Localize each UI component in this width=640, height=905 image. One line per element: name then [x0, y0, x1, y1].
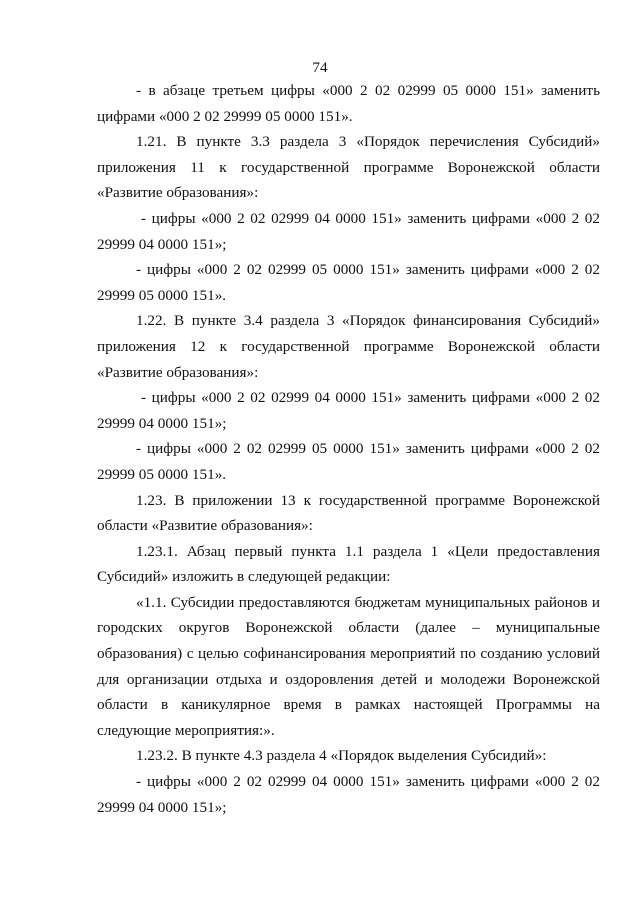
document-body — [97, 78, 600, 820]
paragraph: - цифры «000 2 02 02999 05 0000 151» заменить цифрами «000 2 02 29999 05 0000 151». — [97, 440, 600, 483]
paragraph: 1.23.1. Абзац первый пункта 1.1 раздела 1 «Цели предоставления Субсидий» изложить в следующей редакции: — [97, 542, 600, 586]
paragraph: 1.22. В пункте 3.4 раздела 3 «Порядок финансирования Субсидий» приложения 12 к государственной программе Воронежской области «Развитие образования»: — [97, 312, 600, 381]
paragraph: - цифры «000 2 02 02999 04 0000 151» заменить цифрами «000 2 02 29999 04 0000 151»; — [97, 773, 600, 816]
paragraph: - цифры «000 2 02 02999 04 0000 151» заменить цифрами «000 2 02 29999 04 0000 151»; — [97, 389, 600, 432]
paragraph: 1.23.2. В пункте 4.3 раздела 4 «Порядок выделения Субсидий»: — [136, 747, 547, 765]
paragraph: «1.1. Субсидии предоставляются бюджетам муниципальных районов и городских округов Воронежской области (далее – муниципальные образования) с целью софинансирования мероприятий по созданию условий для организации отдыха и оздоровления детей и молодежи Воронежской области в каникулярное время в рамках настоящей Программы на следующие мероприятия:». — [97, 593, 600, 739]
paragraph: - в абзаце третьем цифры «000 2 02 02999 05 0000 151» заменить цифрами «000 2 02 29999 05 0000 151». — [97, 82, 600, 125]
paragraph: 1.23. В приложении 13 к государственной программе Воронежской области «Развитие образования»: — [97, 491, 600, 535]
paragraph: - цифры «000 2 02 02999 05 0000 151» заменить цифрами «000 2 02 29999 05 0000 151». — [97, 261, 600, 304]
paragraph: - цифры «000 2 02 02999 04 0000 151» заменить цифрами «000 2 02 29999 04 0000 151»; — [97, 209, 600, 253]
paragraph: 1.21. В пункте 3.3 раздела 3 «Порядок перечисления Субсидий» приложения 11 к государственной программе Воронежской области «Развитие образования»: — [97, 133, 600, 202]
page-number: 74 — [312, 59, 328, 76]
